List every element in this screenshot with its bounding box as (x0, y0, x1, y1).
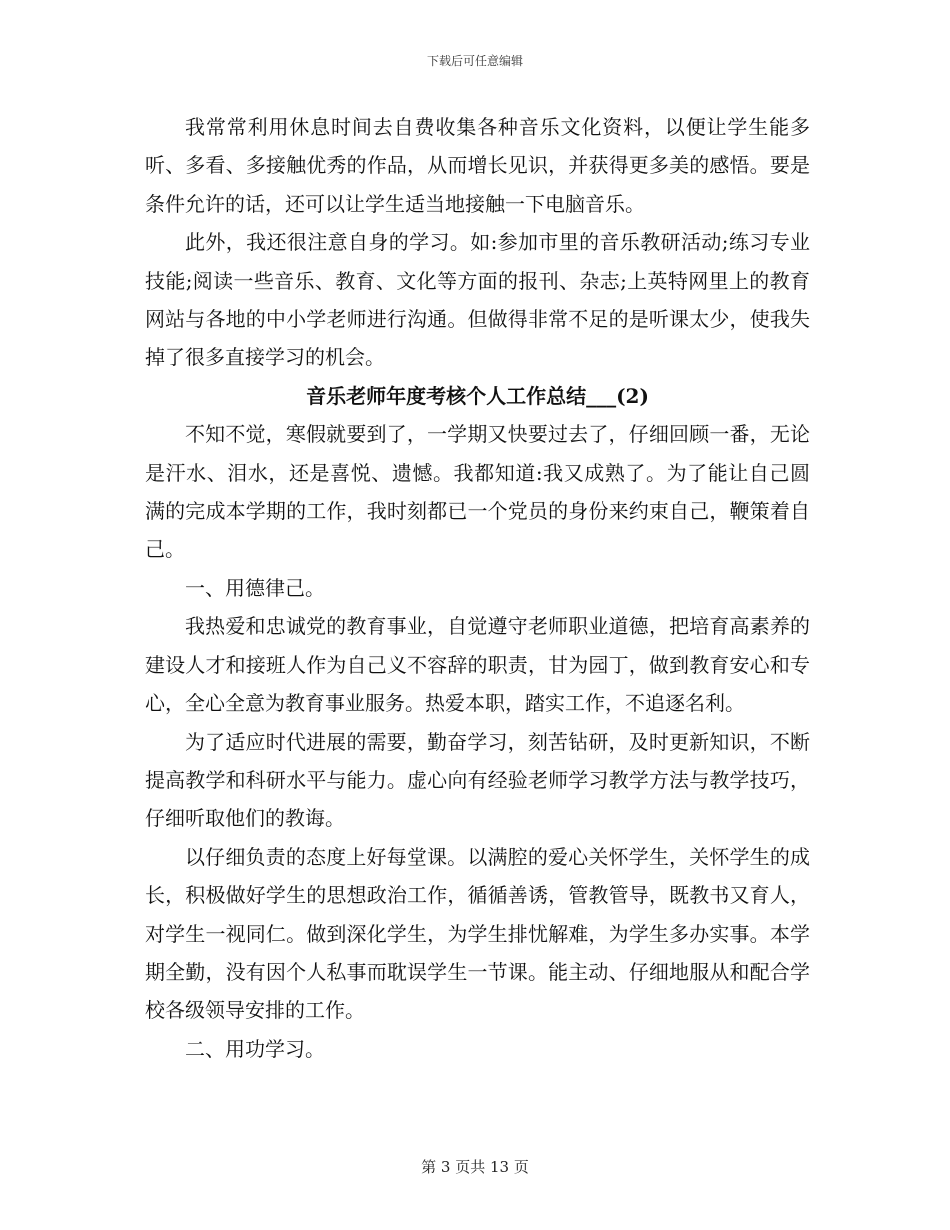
paragraph-music-resources: 我常常利用休息时间去自费收集各种音乐文化资料，以便让学生能多听、多看、多接触优秀的作品，从而增长见识，并获得更多美的感悟。要是条件允许的话，还可以让学生适当地接触一下电脑音乐。 (145, 115, 810, 216)
section-heading: 音乐老师年度考核个人工作总结___(2) (306, 383, 649, 408)
paragraph-teaching: 以仔细负责的态度上好每堂课。以满腔的爱心关怀学生，关怀学生的成长，积极做好学生的思想政治工作，循循善诱，管教管导，既教书又育人，对学生一视同仁。做到深化学生，为学生排忧解难，为学生多办实事。本学期全勤，没有因个人私事而耽误学生一节课。能主动、仔细地服从和配合学校各级领导安排的工作。 (145, 844, 810, 1023)
paragraph-ethics: 我热爱和忠诚党的教育事业，自觉遵守老师职业道德，把培育高素养的建设人才和接班人作为自己义不容辞的职责，甘为园丁，做到教育安心和专心，全心全意为教育事业服务。热爱本职，踏实工作，不追逐名利。 (145, 614, 810, 716)
document-body (145, 108, 810, 1068)
paragraph-self-study: 此外，我还很注意自身的学习。如:参加市里的音乐教研活动;练习专业技能;阅读一些音乐、教育、文化等方面的报刊、杂志;上英特网里上的教育网站与各地的中小学老师进行沟通。但做得非常不足的是听课太少，使我失掉了很多直接学习的机会。 (145, 230, 810, 370)
subheading-ethics: 一、用德律己。 (185, 575, 325, 600)
page-number: 第 3 页共 13 页 (421, 1158, 529, 1176)
paragraph-learning: 为了适应时代进展的需要，勤奋学习，刻苦钻研，及时更新知识，不断提高教学和科研水平与能力。虚心向有经验老师学习教学方法与教学技巧，仔细听取他们的教诲。 (145, 729, 810, 831)
paragraph-semester-review: 不知不觉，寒假就要到了，一学期又快要过去了，仔细回顾一番，无论是汗水、泪水，还是喜悦、遗憾。我都知道:我又成熟了。为了能让自己圆满的完成本学期的工作，我时刻都已一个党员的身份来约束自己，鞭策着自己。 (145, 422, 810, 562)
page-header-note: 下载后可任意编辑 (426, 54, 523, 68)
subheading-study: 二、用功学习。 (185, 1036, 325, 1061)
